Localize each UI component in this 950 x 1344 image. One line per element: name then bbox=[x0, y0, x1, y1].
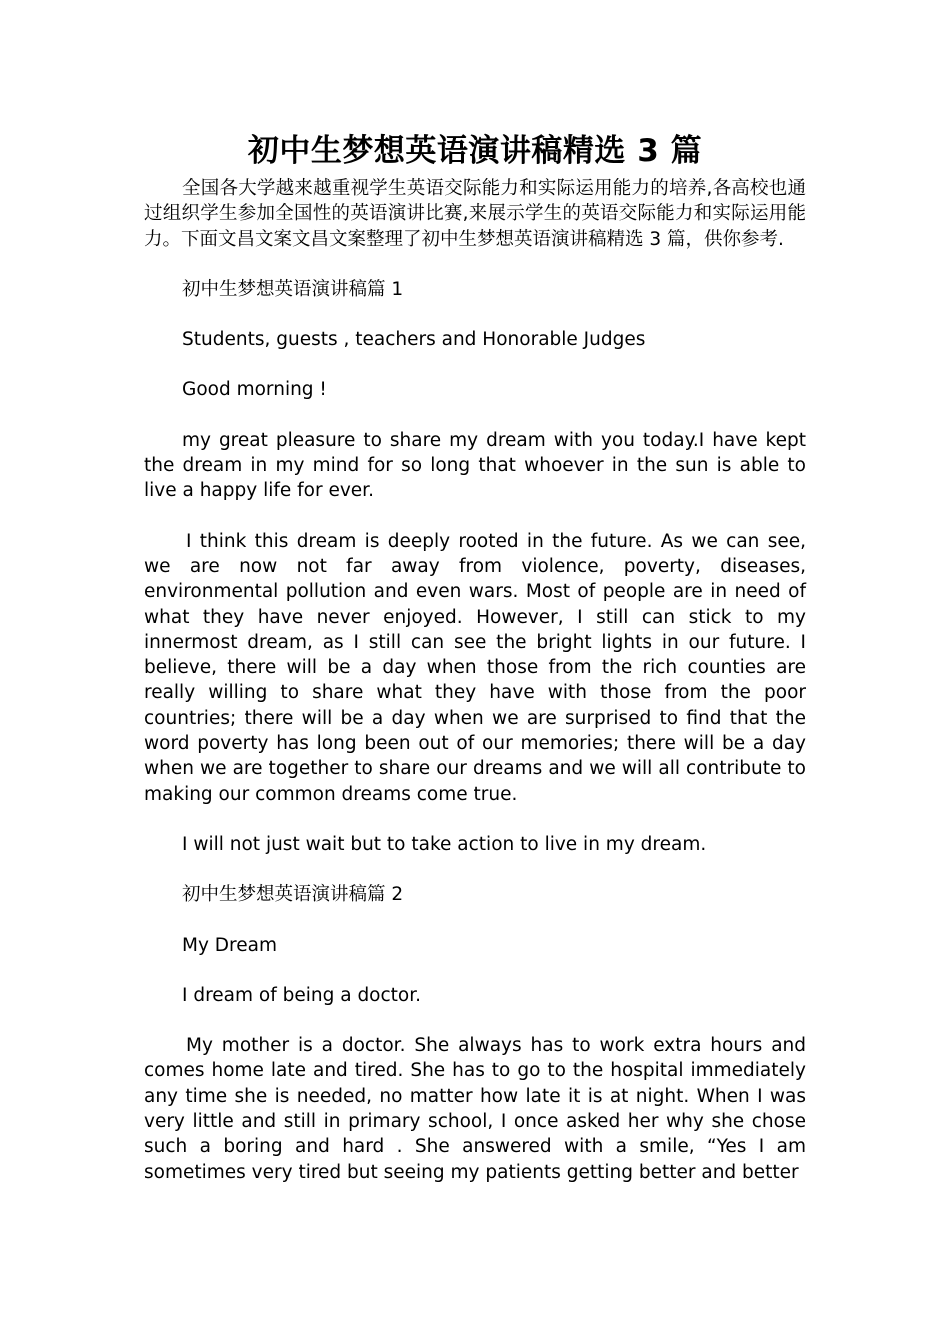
greeting: Good morning ! bbox=[182, 379, 327, 401]
document-body bbox=[144, 128, 806, 1185]
speech-paragraph: my great pleasure to share my dream with you today.I have kept the dream in my mind for so long that whoever in the sun is able to live a happy life for ever. bbox=[144, 429, 806, 502]
speech-title: My Dream bbox=[182, 934, 277, 956]
speech-paragraph: I think this dream is deeply rooted in the future. As we can see, we are now not far away from violence, poverty, diseases, environmental pollution and even wars. Most of people are in need of what they have never enjoyed. However, I still can stick to my innermost dream, as I still can see the bright lights in our future. I believe, there will be a day when those from the rich counties are really willing to share what they have with those from the poor countries; there will be a day when we are surprised to find that the word poverty has long been out of our memories; there will be a day when we are together to share our dreams and we will all contribute to making our common dreams come true. bbox=[144, 530, 806, 805]
speech-paragraph: My mother is a doctor. She always has to work extra hours and comes home late and tired. She has to go to the hospital immediately any time she is needed, no matter how late it is at night. When I was very little and still in primary school, I once asked her why she chose such a boring and hard . She answered with a smile, “Yes I am sometimes very tired but seeing my patients getting better and better bbox=[144, 1035, 806, 1183]
speech-paragraph: I will not just wait but to take action to live in my dream. bbox=[182, 833, 707, 855]
document-title: 初中生梦想英语演讲稿精选 3 篇 bbox=[247, 133, 703, 169]
section-heading-1: 初中生梦想英语演讲稿篇 1 bbox=[182, 278, 404, 300]
section-heading-2: 初中生梦想英语演讲稿篇 2 bbox=[182, 884, 404, 906]
salutation: Students, guests , teachers and Honorable Judges bbox=[182, 329, 646, 351]
speech-paragraph: I dream of being a doctor. bbox=[182, 984, 422, 1006]
intro-paragraph: 全国各大学越来越重视学生英语交际能力和实际运用能力的培养,各高校也通过组织学生参加全国性的英语演讲比赛,来展示学生的英语交际能力和实际运用能力。下面文昌文案文昌文案整理了初中生梦想英语演讲稿精选 3 篇，供你参考. bbox=[144, 178, 806, 250]
